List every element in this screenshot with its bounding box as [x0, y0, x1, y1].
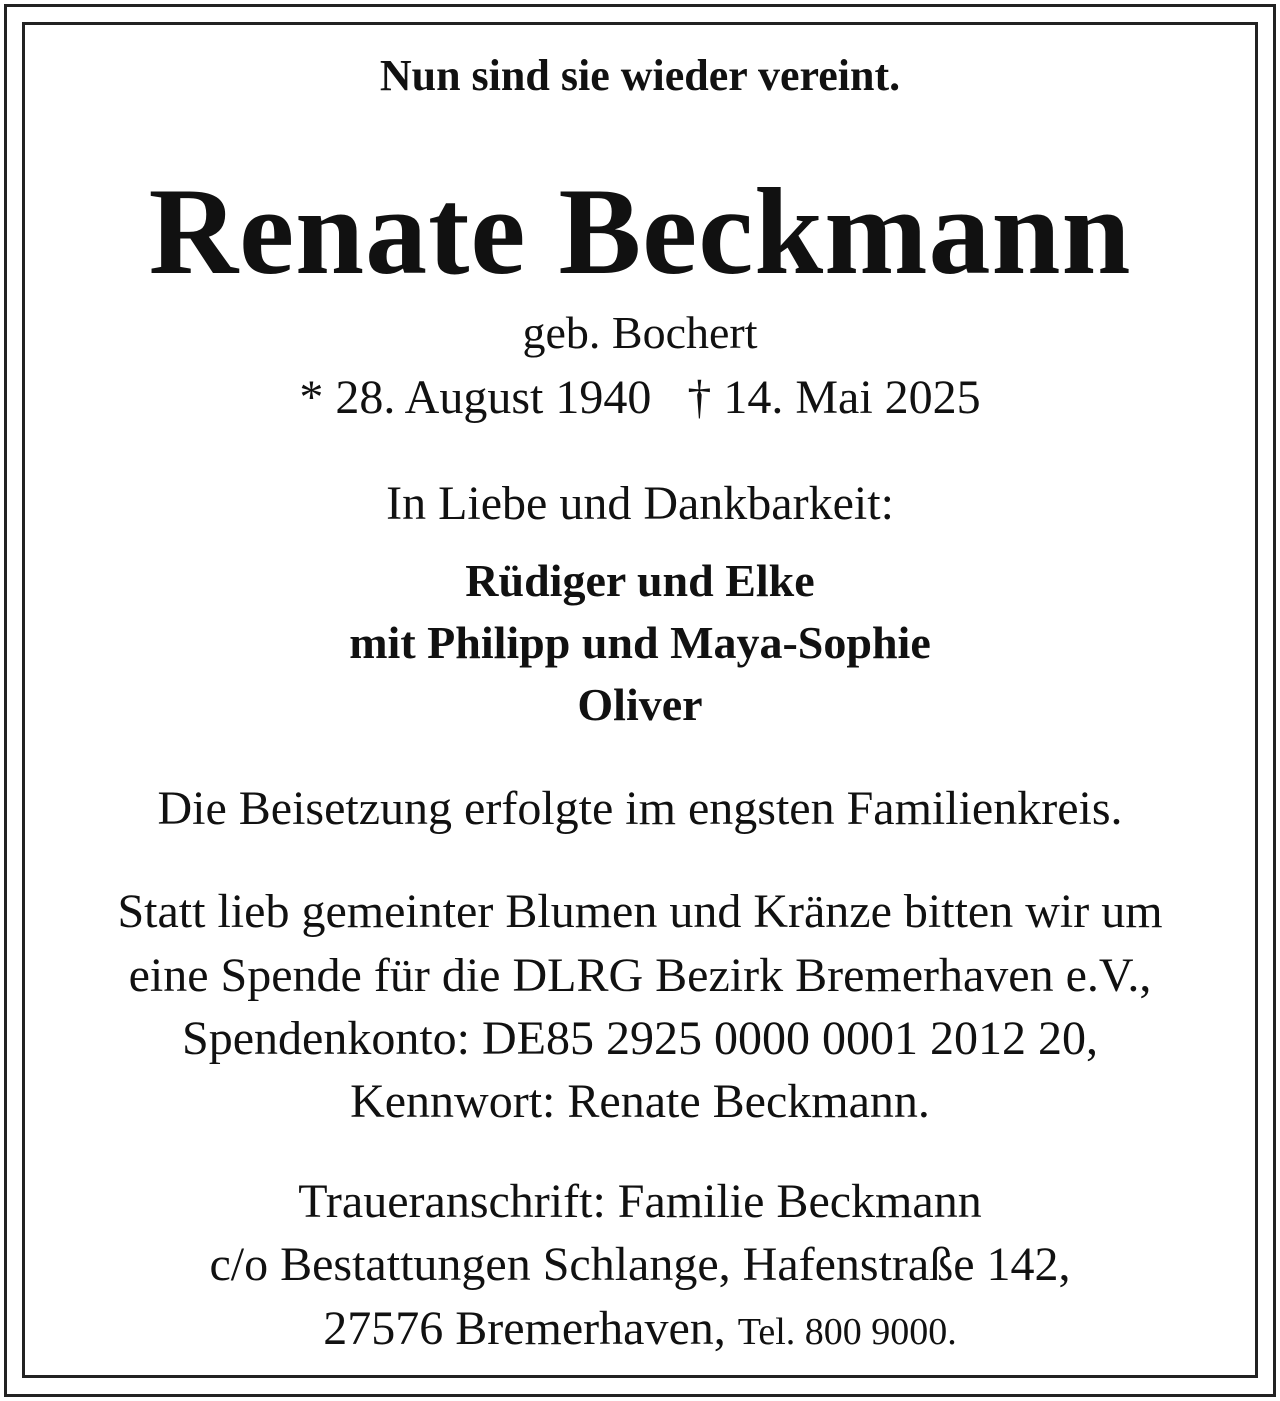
address-line: Traueranschrift: Familie Beckmann: [298, 1175, 982, 1228]
donation-line: eine Spende für die DLRG Bezirk Bremerhaven e.V.,: [128, 949, 1152, 1002]
mourner-line: mit Philipp und Maya-Sophie: [349, 617, 931, 668]
motto: Nun sind sie wieder vereint.: [379, 51, 901, 100]
address-line-city: [24, 1302, 1256, 1355]
address-city: 27576 Bremerhaven,: [323, 1302, 726, 1355]
donation-line: Kennwort: Renate Beckmann.: [350, 1075, 930, 1128]
funeral-note: Die Beisetzung erfolgte im engsten Familienkreis.: [157, 782, 1123, 835]
dedication: In Liebe und Dankbarkeit:: [386, 477, 894, 530]
death-date: † 14. Mai 2025: [687, 371, 981, 424]
mourner-line: Oliver: [577, 679, 703, 730]
maiden-name: geb. Bochert: [522, 307, 758, 358]
life-dates: [24, 371, 1256, 424]
donation-line: Spendenkonto: DE85 2925 0000 0001 2012 20,: [182, 1012, 1098, 1065]
phone-number: Tel. 800 9000.: [737, 1311, 957, 1353]
birth-date: * 28. August 1940: [299, 371, 652, 424]
mourner-line: Rüdiger und Elke: [465, 555, 815, 606]
donation-line: Statt lieb gemeinter Blumen und Kränze bitten wir um: [117, 885, 1163, 938]
deceased-name: Renate Beckmann: [148, 163, 1132, 300]
address-line: c/o Bestattungen Schlange, Hafenstraße 142,: [209, 1238, 1071, 1291]
